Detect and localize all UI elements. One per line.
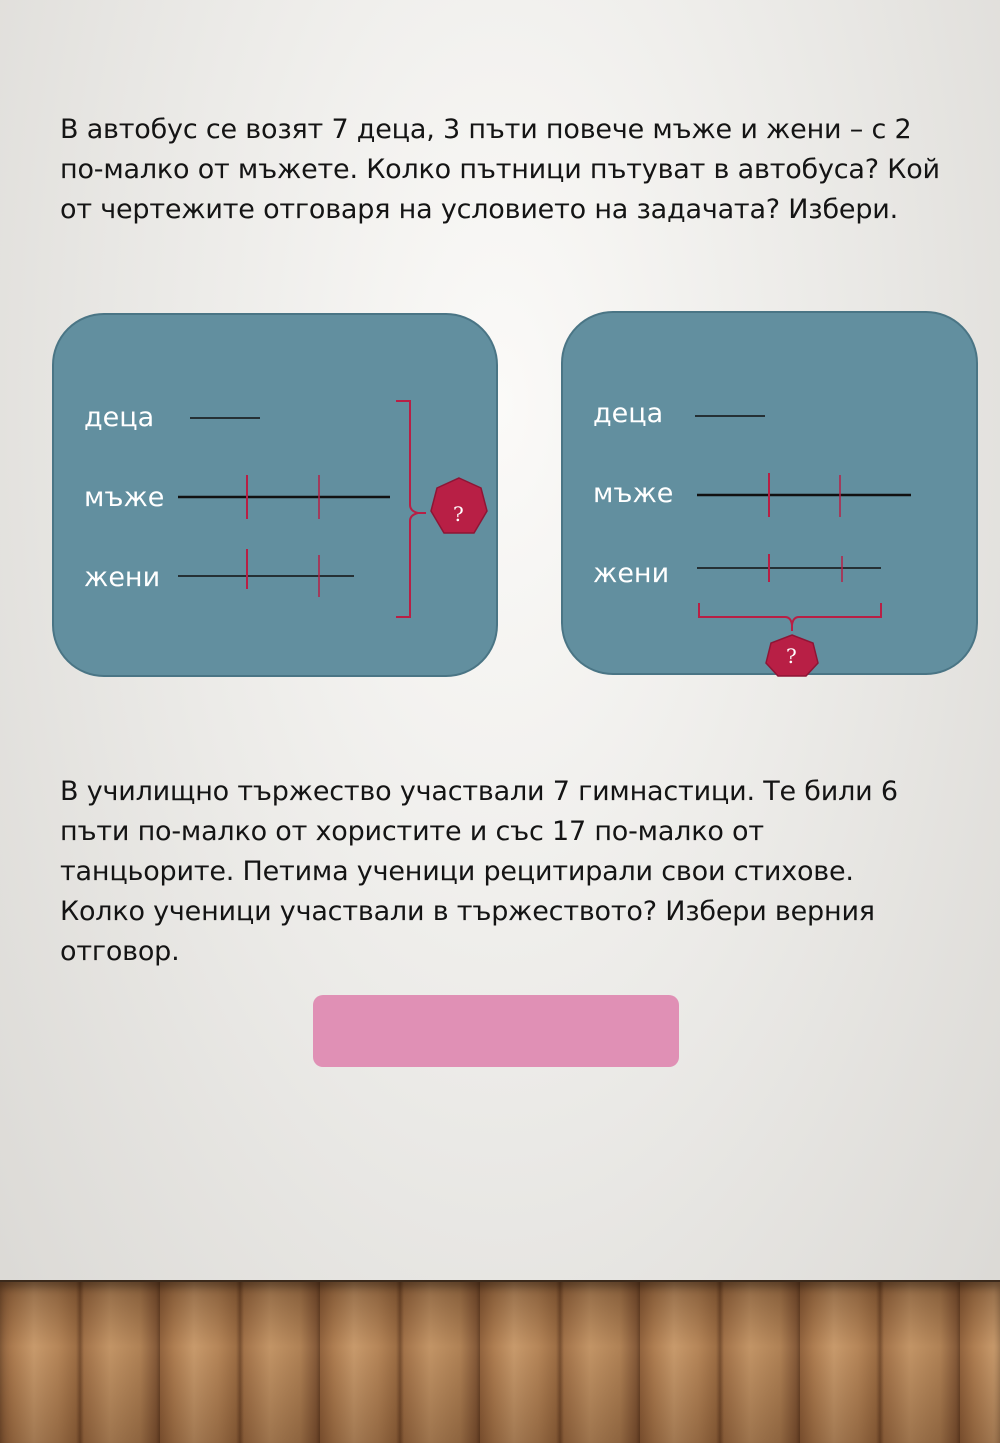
label-children: деца — [593, 398, 664, 429]
segment-diagram-a — [54, 315, 496, 675]
bottom-brace — [699, 603, 881, 631]
question-mark-b: ? — [786, 644, 797, 668]
label-women: жени — [84, 562, 161, 593]
right-brace — [396, 401, 426, 617]
label-children: деца — [84, 402, 155, 433]
question-2-text: В училищно тържество участвали 7 гимнастици. Те били 6 пъти по-малко от хористите и със 17 по-малко от танцьорите. Петима ученици рецитирали свои стихове. Колко ученици участвали в тържеството? Избери верния отговор. — [60, 776, 898, 967]
question-1-text: В автобус се возят 7 деца, 3 пъти повече мъже и жени – с 2 по-малко от мъжете. Колко пътници пътуват в автобуса? Кой от чертежите отговаря на условието на задачата? Избери. — [60, 114, 940, 225]
label-women: жени — [593, 558, 670, 589]
label-men: мъже — [593, 478, 674, 509]
diagram-option-b[interactable] — [561, 311, 978, 675]
wooden-floor-decoration — [0, 1282, 1000, 1443]
label-men: мъже — [84, 482, 165, 513]
question-mark-a: ? — [453, 502, 464, 526]
answer-dropdown[interactable] — [313, 995, 679, 1067]
diagram-option-a[interactable] — [52, 313, 498, 677]
segment-diagram-b — [563, 313, 976, 673]
